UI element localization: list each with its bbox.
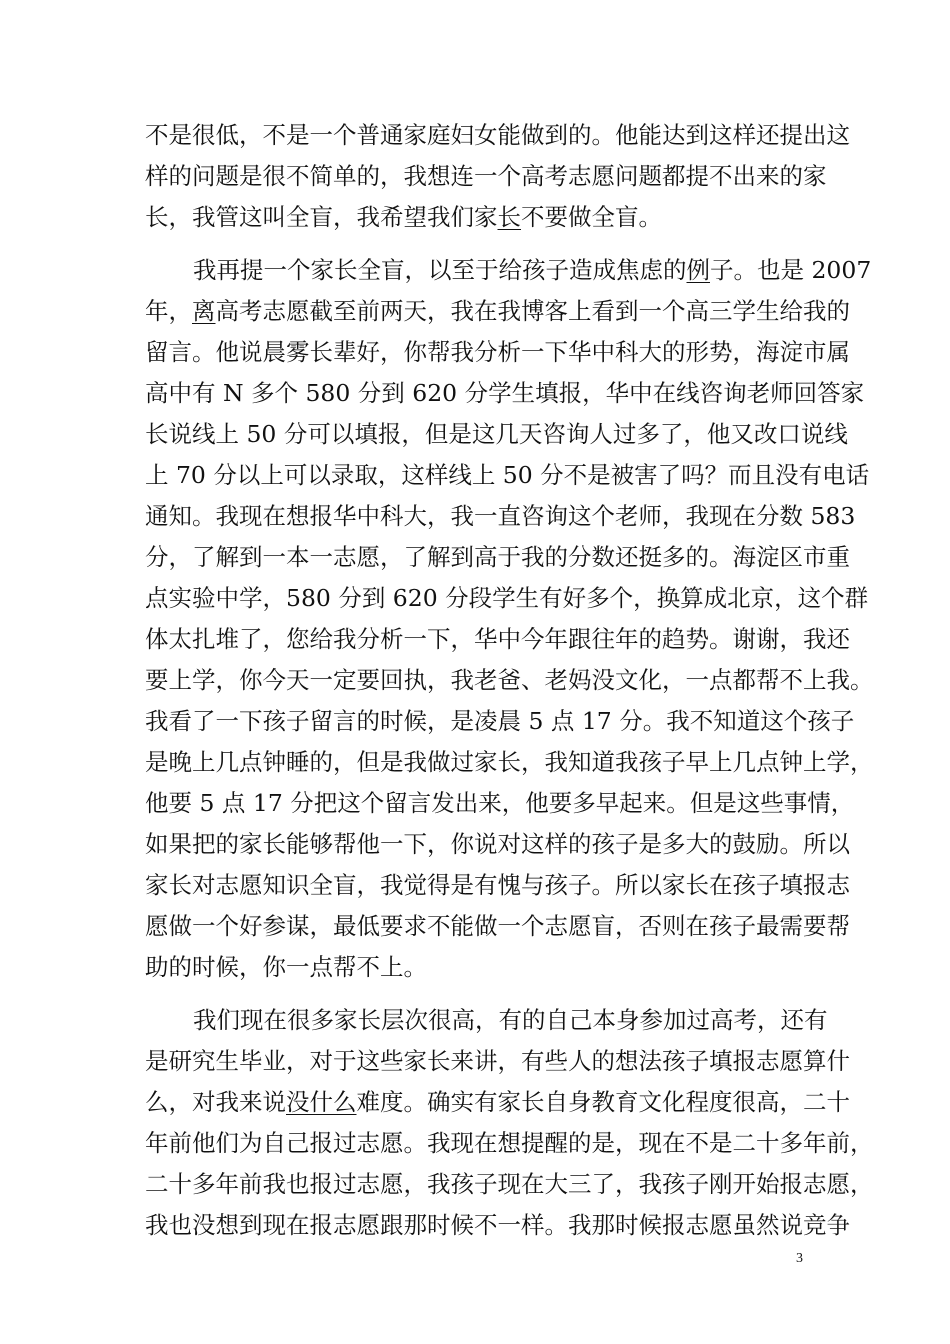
text-line: 要上学，你今天一定要回执，我老爸、老妈没文化，一点都帮不上我。 <box>145 666 874 694</box>
text-line: 分，了解到一本一志愿，了解到高于我的分数还挺多的。海淀区市重 <box>145 543 850 571</box>
text-line <box>145 1084 850 1120</box>
text-line: 助的时候，你一点帮不上。 <box>145 953 427 981</box>
text-segment: 长，我管这叫全盲，我希望我们家 <box>145 203 498 231</box>
text-line: 体太扎堆了，您给我分析一下，华中今年跟往年的趋势。谢谢，我还 <box>145 625 850 653</box>
text-line: 他要 5 点 17 分把这个留言发出来，他要多早起来。但是这些事情， <box>145 789 855 817</box>
text-line: 样的问题是很不简单的，我想连一个高考志愿问题都提不出来的家 <box>145 162 827 190</box>
text-line <box>193 252 872 288</box>
text-line: 高中有 N 多个 580 分到 620 分学生填报，华中在线咨询老师回答家 <box>145 379 865 407</box>
text-line: 我们现在很多家长层次很高，有的自己本身参加过高考，还有 <box>193 1006 828 1034</box>
text-line: 是晚上几点钟睡的，但是我做过家长，我知道我孩子早上几点钟上学， <box>145 748 874 776</box>
text-segment: 我再提一个家长全盲，以至于给孩子造成焦虑的 <box>193 256 687 284</box>
text-segment: 难度。确实有家长自身教育文化程度很高，二十 <box>356 1088 850 1116</box>
text-segment: 子。也是 2007 <box>710 256 872 284</box>
text-line: 我也没想到现在报志愿跟那时候不一样。我那时候报志愿虽然说竞争 <box>145 1211 850 1239</box>
underlined-text: 例 <box>686 256 710 284</box>
text-line: 是研究生毕业，对于这些家长来讲，有些人的想法孩子填报志愿算什 <box>145 1047 850 1075</box>
text-line: 留言。他说晨雾长辈好，你帮我分析一下华中科大的形势，海淀市属 <box>145 338 850 366</box>
underlined-text: 没什么 <box>286 1088 357 1116</box>
text-line: 通知。我现在想报华中科大，我一直咨询这个老师，我现在分数 583 <box>145 502 856 530</box>
text-line: 我看了一下孩子留言的时候，是凌晨 5 点 17 分。我不知道这个孩子 <box>145 707 855 735</box>
text-segment: 年， <box>145 297 192 325</box>
text-line: 二十多年前我也报过志愿，我孩子现在大三了，我孩子刚开始报志愿， <box>145 1170 874 1198</box>
underlined-text: 长 <box>497 203 521 231</box>
text-line: 如果把的家长能够帮他一下，你说对这样的孩子是多大的鼓励。所以 <box>145 830 850 858</box>
text-line <box>145 293 850 329</box>
underlined-text: 离 <box>192 297 216 325</box>
text-line: 家长对志愿知识全盲，我觉得是有愧与孩子。所以家长在孩子填报志 <box>145 871 850 899</box>
text-segment: 么，对我来说 <box>145 1088 286 1116</box>
page-number: 3 <box>796 1251 803 1266</box>
text-line: 点实验中学，580 分到 620 分段学生有好多个，换算成北京，这个群 <box>145 584 869 612</box>
text-line <box>145 199 815 235</box>
text-line: 年前他们为自己报过志愿。我现在想提醒的是，现在不是二十多年前， <box>145 1129 874 1157</box>
text-line: 不是很低，不是一个普通家庭妇女能做到的。他能达到这样还提出这 <box>145 121 850 149</box>
text-segment: 高考志愿截至前两天，我在我博客上看到一个高三学生给我的 <box>215 297 850 325</box>
text-line: 长说线上 50 分可以填报，但是这几天咨询人过多了，他又改口说线 <box>145 420 848 448</box>
text-segment: 不要做全盲。 <box>521 203 662 231</box>
text-line: 愿做一个好参谋，最低要求不能做一个志愿盲，否则在孩子最需要帮 <box>145 912 850 940</box>
text-line: 上 70 分以上可以录取，这样线上 50 分不是被害了吗？而且没有电话 <box>145 461 870 489</box>
